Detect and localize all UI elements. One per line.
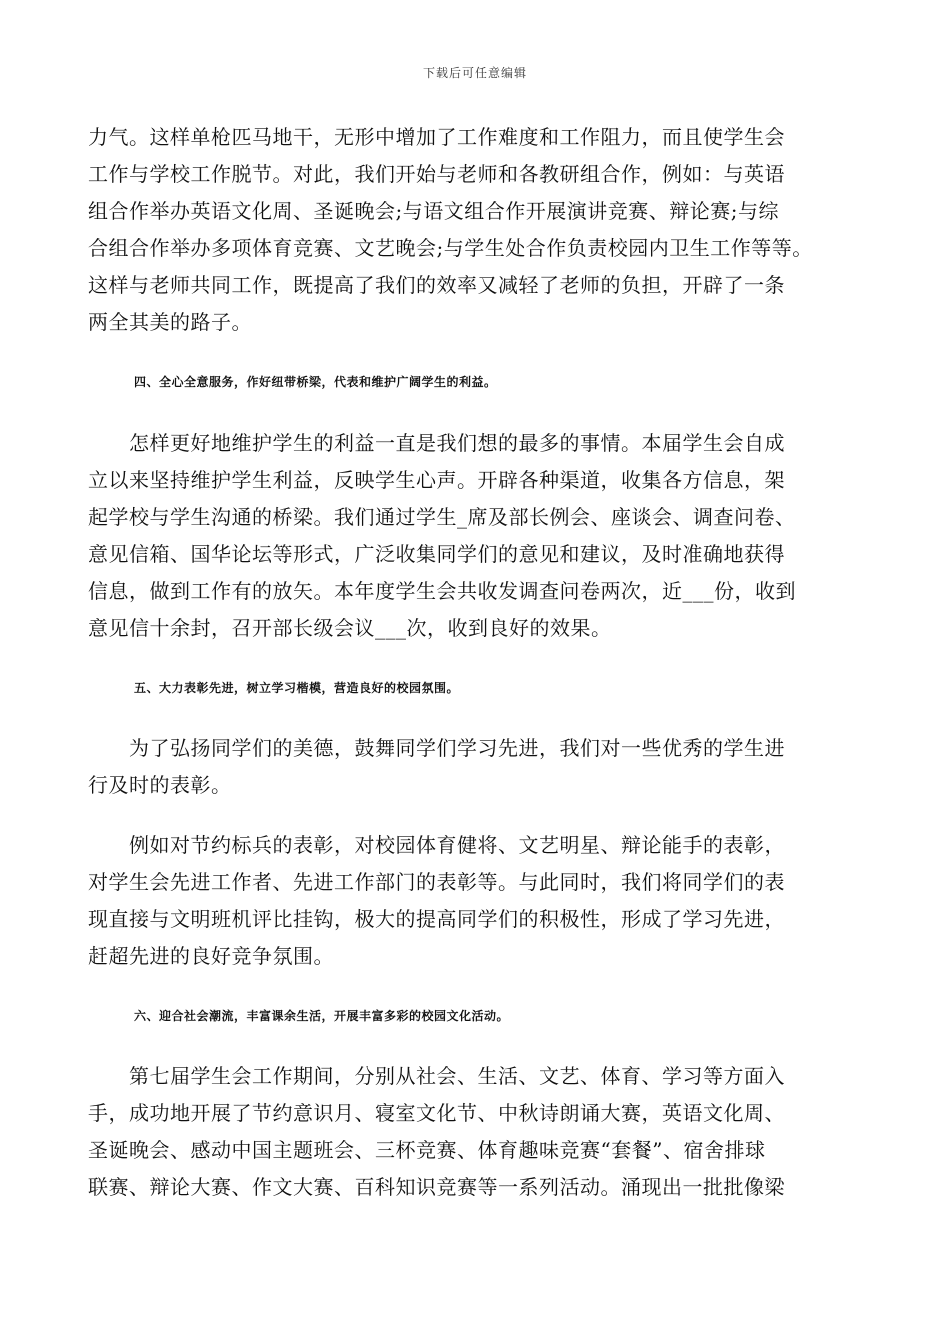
section-heading-5: 五、大力表彰先进，树立学习楷模，营造良好的校园氛围。 [134,681,460,695]
text-line: 组合作举办英语文化周、圣诞晚会;与语文组合作开展演讲竞赛、辩论赛;与综 [88,199,779,223]
text-line: 立以来坚持维护学生利益，反映学生心声。开辟各种渠道，收集各方信息，架 [88,468,785,492]
text-line: 为了弘扬同学们的美德，鼓舞同学们学习先进，我们对一些优秀的学生进 [88,736,785,760]
text-line: 圣诞晚会、感动中国主题班会、三杯竞赛、体育趣味竞赛“套餐”、宿舍排球 [88,1138,766,1162]
text-line: 怎样更好地维护学生的利益一直是我们想的最多的事情。本届学生会自成 [88,431,785,455]
text-line: 行及时的表彰。 [88,773,232,797]
section-heading-6: 六、迎合社会潮流，丰富课余生活，开展丰富多彩的校园文化活动。 [134,1009,510,1023]
page-header: 下载后可任意编辑 [422,66,527,80]
section-heading-4: 四、全心全意服务，作好纽带桥梁，代表和维护广阔学生的利益。 [134,375,497,389]
text-line: 联赛、辩论大赛、作文大赛、百科知识竞赛等一系列活动。涌现出一批批像梁 [88,1175,785,1199]
text-line: 赶超先进的良好竞争氛围。 [88,944,334,968]
text-line: 工作与学校工作脱节。对此，我们开始与老师和各教研组合作，例如：与英语 [88,162,785,186]
text-line: 现直接与文明班机评比挂钩，极大的提高同学们的积极性，形成了学习先进， [88,907,785,931]
text-line: 意见信十余封，召开部长级会议___次，收到良好的效果。 [88,616,612,640]
text-line: 力气。这样单枪匹马地干，无形中增加了工作难度和工作阻力，而且使学生会 [88,125,785,149]
text-line: 第七届学生会工作期间，分别从社会、生活、文艺、体育、学习等方面入 [88,1064,785,1088]
text-line: 起学校与学生沟通的桥梁。我们通过学生_席及部长例会、座谈会、调查问卷、 [88,505,796,529]
text-line: 对学生会先进工作者、先进工作部门的表彰等。与此同时，我们将同学们的表 [88,870,785,894]
text-line: 手，成功地开展了节约意识月、寝室文化节、中秋诗朗诵大赛，英语文化周、 [88,1101,785,1125]
text-line: 合组合作举办多项体育竞赛、文艺晚会;与学生处合作负责校园内卫生工作等等。 [88,236,813,260]
text-line: 例如对节约标兵的表彰，对校园体育健将、文艺明星、辩论能手的表彰， [88,833,785,857]
text-line: 信息，做到工作有的放矢。本年度学生会共收发调查问卷两次，近___份，收到 [88,579,796,603]
text-line: 两全其美的路子。 [88,310,252,334]
text-line: 意见信箱、国华论坛等形式，广泛收集同学们的意见和建议，及时准确地获得 [88,542,785,566]
text-line: 这样与老师共同工作，既提高了我们的效率又减轻了老师的负担，开辟了一条 [88,273,785,297]
